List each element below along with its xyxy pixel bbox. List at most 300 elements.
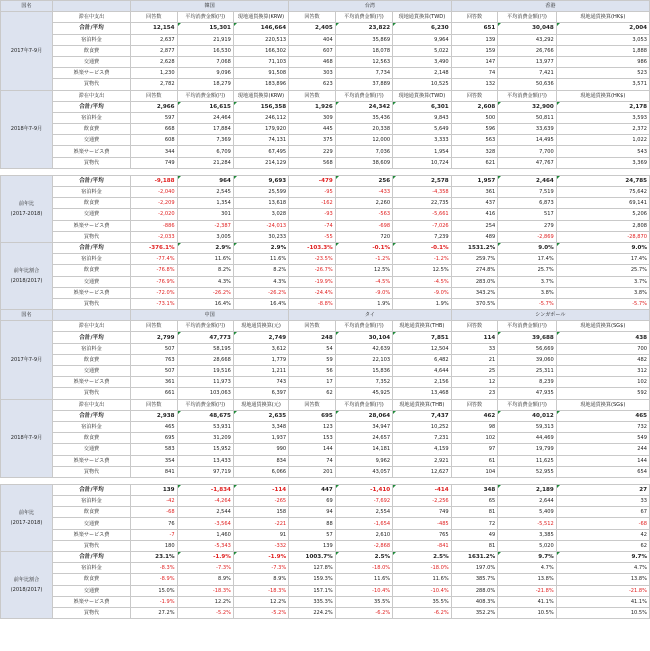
period-label: 前年比割合 (2018/2017) xyxy=(1,242,53,309)
value-cell: 2,749 xyxy=(233,332,288,343)
value-cell: 14,181 xyxy=(335,444,392,455)
value-cell: 144 xyxy=(556,455,649,466)
table-row xyxy=(1,574,650,585)
row-label: 娯楽サービス費 xyxy=(53,596,131,607)
value-cell: 50,636 xyxy=(498,79,557,90)
table-row xyxy=(1,220,650,231)
value-cell: 19,799 xyxy=(498,444,557,455)
value-cell: 16.4% xyxy=(177,298,233,309)
value-cell: 72 xyxy=(451,518,498,529)
value-cell: 28,064 xyxy=(335,410,392,421)
value-cell: 74 xyxy=(451,68,498,79)
value-cell: 274.8% xyxy=(451,265,498,276)
value-cell: -55 xyxy=(289,231,336,242)
value-cell: 2,156 xyxy=(393,377,452,388)
value-cell: 8.9% xyxy=(177,574,233,585)
value-cell: -5.7% xyxy=(556,298,649,309)
value-cell: -18.3% xyxy=(177,585,233,596)
value-cell: 24,464 xyxy=(177,112,233,123)
value-cell: -24.4% xyxy=(289,287,336,298)
value-cell: 13,618 xyxy=(233,198,288,209)
period-label: 2018年7-9月 xyxy=(1,90,53,168)
value-cell: -433 xyxy=(335,187,392,198)
value-cell: -1,654 xyxy=(335,518,392,529)
value-cell: 39,688 xyxy=(498,332,557,343)
value-cell: 2,782 xyxy=(131,79,178,90)
sub-header-local: 現地通貨換算(SG$) xyxy=(556,321,649,332)
value-cell: 33,639 xyxy=(498,124,557,135)
period-label: 前年比割合 (2018/2017) xyxy=(1,552,53,619)
table-row xyxy=(1,607,650,618)
value-cell: 15,836 xyxy=(335,366,392,377)
value-cell: 2,644 xyxy=(498,496,557,507)
value-cell: 47,935 xyxy=(498,388,557,399)
value-cell: 543 xyxy=(556,146,649,157)
value-cell: 62 xyxy=(556,540,649,551)
sub-header-avg-yen: 平均消費金額(円) xyxy=(498,399,557,410)
value-cell: 13,468 xyxy=(393,388,452,399)
total-row xyxy=(1,410,650,421)
value-cell: -93 xyxy=(289,209,336,220)
table-body xyxy=(1,1,650,619)
value-cell: 139 xyxy=(131,484,178,495)
value-cell: 303 xyxy=(289,68,336,79)
value-cell: 720 xyxy=(335,231,392,242)
value-cell: 5,206 xyxy=(556,209,649,220)
value-cell: -2,869 xyxy=(498,231,557,242)
value-cell: 30,104 xyxy=(335,332,392,343)
total-row xyxy=(1,552,650,563)
value-cell: 12.5% xyxy=(393,265,452,276)
value-cell: 447 xyxy=(289,484,336,495)
value-cell: 328 xyxy=(451,146,498,157)
value-cell: 288.0% xyxy=(451,585,498,596)
value-cell: -10.4% xyxy=(335,585,392,596)
value-cell: -95 xyxy=(289,187,336,198)
value-cell: 57 xyxy=(289,529,336,540)
value-cell: 49 xyxy=(451,529,498,540)
value-cell: 10,252 xyxy=(393,421,452,432)
value-cell: 1.9% xyxy=(335,298,392,309)
row-label: 買物代 xyxy=(53,607,131,618)
value-cell: 19,516 xyxy=(177,366,233,377)
value-cell: 8,239 xyxy=(498,377,557,388)
value-cell: 12.2% xyxy=(233,596,288,607)
value-cell: 24,785 xyxy=(556,175,649,186)
value-cell: 489 xyxy=(451,231,498,242)
value-cell: 765 xyxy=(393,529,452,540)
value-cell: 2,178 xyxy=(556,101,649,112)
value-cell: 2,877 xyxy=(131,45,178,56)
sub-header-count: 回答数 xyxy=(451,399,498,410)
value-cell: -1.2% xyxy=(335,254,392,265)
value-cell: 4,644 xyxy=(393,366,452,377)
value-cell: 71,103 xyxy=(233,56,288,67)
total-row xyxy=(1,332,650,343)
value-cell: -2,040 xyxy=(131,187,178,198)
value-cell: 214,129 xyxy=(233,157,288,168)
value-cell: 7,700 xyxy=(498,146,557,157)
value-cell: 23 xyxy=(451,388,498,399)
value-cell: 3,612 xyxy=(233,343,288,354)
sub-header-local: 現地通貨換算(KRW) xyxy=(233,12,288,23)
value-cell: 10.5% xyxy=(556,607,649,618)
value-cell: 248 xyxy=(289,332,336,343)
value-cell: 654 xyxy=(556,466,649,477)
value-cell: 17.4% xyxy=(498,254,557,265)
row-label: 買物代 xyxy=(53,79,131,90)
value-cell: 6,301 xyxy=(393,101,452,112)
value-cell: 1003.7% xyxy=(289,552,336,563)
table-row xyxy=(1,388,650,399)
value-cell: 4.7% xyxy=(556,563,649,574)
value-cell: 224.2% xyxy=(289,607,336,618)
table-row xyxy=(1,287,650,298)
period-label: 前年比 (2017-2018) xyxy=(1,175,53,242)
value-cell: 9.7% xyxy=(498,552,557,563)
table-row xyxy=(1,540,650,551)
value-cell: 16.4% xyxy=(233,298,288,309)
value-cell: 445 xyxy=(289,124,336,135)
sub-header-local: 現地通貨換算(HK$) xyxy=(556,12,649,23)
row-label: 交通費 xyxy=(53,56,131,67)
value-cell: 7,734 xyxy=(335,68,392,79)
value-cell: -18.3% xyxy=(233,585,288,596)
value-cell: 246,112 xyxy=(233,112,288,123)
value-cell: 180 xyxy=(131,540,178,551)
sub-header-count: 回答数 xyxy=(289,90,336,101)
value-cell: 35,436 xyxy=(335,112,392,123)
table-row xyxy=(1,198,650,209)
value-cell: -7.3% xyxy=(177,563,233,574)
table-row xyxy=(1,276,650,287)
value-cell: 6,873 xyxy=(498,198,557,209)
row-label: 合計/平均 xyxy=(53,101,131,112)
value-cell: 62 xyxy=(289,388,336,399)
row-label: 交通費 xyxy=(53,135,131,146)
value-cell: -221 xyxy=(233,518,288,529)
value-cell: 40,012 xyxy=(498,410,557,421)
value-cell: 3,348 xyxy=(233,421,288,432)
value-cell: 2,938 xyxy=(131,410,178,421)
value-cell: 596 xyxy=(451,124,498,135)
row-label: 買物代 xyxy=(53,231,131,242)
value-cell: 15,952 xyxy=(177,444,233,455)
sub-header-avg-yen: 平均消費金額(円) xyxy=(498,90,557,101)
row-label: 宿泊料金 xyxy=(53,496,131,507)
spacer-cell xyxy=(1,477,650,484)
value-cell: 1,460 xyxy=(177,529,233,540)
value-cell: 2.9% xyxy=(177,242,233,253)
value-cell: 732 xyxy=(556,421,649,432)
value-cell: 34,947 xyxy=(335,421,392,432)
value-cell: 25.7% xyxy=(556,265,649,276)
sub-header-avg-yen: 平均消費金額(円) xyxy=(177,90,233,101)
row-label: 買物代 xyxy=(53,298,131,309)
blank-header xyxy=(53,1,131,12)
value-cell: -103.3% xyxy=(289,242,336,253)
value-cell: 27.2% xyxy=(131,607,178,618)
value-cell: 507 xyxy=(131,366,178,377)
value-cell: 139 xyxy=(289,540,336,551)
value-cell: 13.8% xyxy=(498,574,557,585)
value-cell: 159.3% xyxy=(289,574,336,585)
row-label: 飲食費 xyxy=(53,124,131,135)
value-cell: -332 xyxy=(233,540,288,551)
value-cell: -19.9% xyxy=(289,276,336,287)
value-cell: 47,773 xyxy=(177,332,233,343)
value-cell: -1.2% xyxy=(393,254,452,265)
sub-header-row xyxy=(1,12,650,23)
value-cell: 43,057 xyxy=(335,466,392,477)
value-cell: 7,231 xyxy=(393,433,452,444)
value-cell: -7 xyxy=(131,529,178,540)
value-cell: 156,358 xyxy=(233,101,288,112)
value-cell: 27 xyxy=(556,484,649,495)
value-cell: 65 xyxy=(451,496,498,507)
value-cell: -4,358 xyxy=(393,187,452,198)
value-cell: 5,649 xyxy=(393,124,452,135)
value-cell: 695 xyxy=(131,433,178,444)
value-cell: 21,284 xyxy=(177,157,233,168)
row-label: 交通費 xyxy=(53,209,131,220)
value-cell: 61 xyxy=(451,455,498,466)
value-cell: 465 xyxy=(131,421,178,432)
value-cell: 17 xyxy=(289,377,336,388)
value-cell: -2,256 xyxy=(393,496,452,507)
stay-spend-label: 滞在中支出 xyxy=(53,90,131,101)
sub-header-row xyxy=(1,90,650,101)
row-label: 飲食費 xyxy=(53,265,131,276)
value-cell: 56,669 xyxy=(498,343,557,354)
value-cell: 30,048 xyxy=(498,23,557,34)
value-cell: 2,610 xyxy=(335,529,392,540)
value-cell: -4.5% xyxy=(335,276,392,287)
table-row xyxy=(1,187,650,198)
value-cell: -76.9% xyxy=(131,276,178,287)
sub-header-count: 回答数 xyxy=(131,399,178,410)
value-cell: 2.5% xyxy=(335,552,392,563)
table-row xyxy=(1,231,650,242)
sub-header-local: 現地通貨換算(元) xyxy=(233,321,288,332)
value-cell: 2,921 xyxy=(393,455,452,466)
table-row xyxy=(1,354,650,365)
value-cell: 279 xyxy=(498,220,557,231)
value-cell: 375 xyxy=(289,135,336,146)
row-label: 飲食費 xyxy=(53,354,131,365)
stay-spend-label: 滞在中支出 xyxy=(53,321,131,332)
value-cell: -68 xyxy=(556,518,649,529)
value-cell: -2,868 xyxy=(335,540,392,551)
value-cell: -2,033 xyxy=(131,231,178,242)
value-cell: 13,433 xyxy=(177,455,233,466)
value-cell: 6,709 xyxy=(177,146,233,157)
value-cell: 146,664 xyxy=(233,23,288,34)
value-cell: -1.9% xyxy=(131,596,178,607)
value-cell: 18,078 xyxy=(335,45,392,56)
row-label: 娯楽サービス費 xyxy=(53,455,131,466)
value-cell: 9.7% xyxy=(556,552,649,563)
sub-header-avg-yen: 平均消費金額(円) xyxy=(335,321,392,332)
table-row xyxy=(1,68,650,79)
value-cell: -24,013 xyxy=(233,220,288,231)
value-cell: 91,508 xyxy=(233,68,288,79)
value-cell: -9,188 xyxy=(131,175,178,186)
value-cell: -6.2% xyxy=(393,607,452,618)
value-cell: 743 xyxy=(233,377,288,388)
value-cell: 22,103 xyxy=(335,354,392,365)
value-cell: -698 xyxy=(335,220,392,231)
value-cell: -1,834 xyxy=(177,484,233,495)
value-cell: 88 xyxy=(289,518,336,529)
sub-header-row xyxy=(1,321,650,332)
table-row xyxy=(1,496,650,507)
value-cell: 841 xyxy=(131,466,178,477)
value-cell: -7,692 xyxy=(335,496,392,507)
sub-header-count: 回答数 xyxy=(451,321,498,332)
value-cell: 9,964 xyxy=(393,34,452,45)
sub-header-count: 回答数 xyxy=(451,90,498,101)
row-label: 宿泊料金 xyxy=(53,563,131,574)
value-cell: 132 xyxy=(451,79,498,90)
name-column-header: 国名 xyxy=(1,1,53,12)
value-cell: 3,571 xyxy=(556,79,649,90)
value-cell: 144 xyxy=(289,444,336,455)
value-cell: 2,372 xyxy=(556,124,649,135)
row-label: 娯楽サービス費 xyxy=(53,220,131,231)
value-cell: -414 xyxy=(393,484,452,495)
table-row xyxy=(1,146,650,157)
value-cell: 67 xyxy=(556,507,649,518)
value-cell: -479 xyxy=(289,175,336,186)
value-cell: 97,719 xyxy=(177,466,233,477)
value-cell: 6,066 xyxy=(233,466,288,477)
value-cell: -4,264 xyxy=(177,496,233,507)
value-cell: 15.0% xyxy=(131,585,178,596)
value-cell: 56 xyxy=(289,366,336,377)
value-cell: 1,954 xyxy=(393,146,452,157)
sub-header-local: 現地通貨換算(TWD) xyxy=(393,90,452,101)
value-cell: 9,096 xyxy=(177,68,233,79)
table-row xyxy=(1,529,650,540)
row-label: 娯楽サービス費 xyxy=(53,377,131,388)
value-cell: 7,352 xyxy=(335,377,392,388)
value-cell: 11.6% xyxy=(393,574,452,585)
value-cell: 2,966 xyxy=(131,101,178,112)
value-cell: 139 xyxy=(451,34,498,45)
value-cell: 8.2% xyxy=(177,265,233,276)
value-cell: 81 xyxy=(451,540,498,551)
value-cell: 5,409 xyxy=(498,507,557,518)
value-cell: 4.3% xyxy=(233,276,288,287)
value-cell: -3,564 xyxy=(177,518,233,529)
value-cell: 651 xyxy=(451,23,498,34)
value-cell: 834 xyxy=(233,455,288,466)
value-cell: 11.6% xyxy=(177,254,233,265)
row-label: 買物代 xyxy=(53,540,131,551)
sub-header-count: 回答数 xyxy=(289,321,336,332)
table-row xyxy=(1,45,650,56)
value-cell: 354 xyxy=(131,455,178,466)
period-label: 前年比 (2017-2018) xyxy=(1,484,53,551)
value-cell: 2,578 xyxy=(393,175,452,186)
value-cell: 25 xyxy=(451,366,498,377)
value-cell: 229 xyxy=(289,146,336,157)
value-cell: 312 xyxy=(556,366,649,377)
value-cell: 986 xyxy=(556,56,649,67)
value-cell: -376.1% xyxy=(131,242,178,253)
table-row xyxy=(1,433,650,444)
value-cell: 38,609 xyxy=(335,157,392,168)
table-row xyxy=(1,112,650,123)
value-cell: 2,637 xyxy=(131,34,178,45)
row-label: 宿泊料金 xyxy=(53,112,131,123)
table-row xyxy=(1,254,650,265)
table-row xyxy=(1,596,650,607)
value-cell: 157.1% xyxy=(289,585,336,596)
sub-header-avg-yen: 平均消費金額(円) xyxy=(177,399,233,410)
value-cell: -2,020 xyxy=(131,209,178,220)
value-cell: 462 xyxy=(451,410,498,421)
value-cell: 23,822 xyxy=(335,23,392,34)
value-cell: 361 xyxy=(451,187,498,198)
table-row xyxy=(1,298,650,309)
value-cell: 1,926 xyxy=(289,101,336,112)
sub-header-local: 現地通貨換算(元) xyxy=(233,399,288,410)
row-label: 合計/平均 xyxy=(53,552,131,563)
row-label: 飲食費 xyxy=(53,45,131,56)
value-cell: 97 xyxy=(451,444,498,455)
value-cell: 416 xyxy=(451,209,498,220)
row-label: 合計/平均 xyxy=(53,484,131,495)
value-cell: 50,811 xyxy=(498,112,557,123)
country-header-row xyxy=(1,310,650,321)
value-cell: 158 xyxy=(233,507,288,518)
value-cell: 2,260 xyxy=(335,198,392,209)
value-cell: 3.8% xyxy=(556,287,649,298)
value-cell: 5,022 xyxy=(393,45,452,56)
value-cell: 4.3% xyxy=(177,276,233,287)
value-cell: 43,292 xyxy=(498,34,557,45)
value-cell: 103,063 xyxy=(177,388,233,399)
value-cell: 2,799 xyxy=(131,332,178,343)
value-cell: 7,519 xyxy=(498,187,557,198)
value-cell: 2,004 xyxy=(556,23,649,34)
table-row xyxy=(1,421,650,432)
value-cell: 8.2% xyxy=(233,265,288,276)
sub-header-avg-yen: 平均消費金額(円) xyxy=(177,321,233,332)
sub-header-avg-yen: 平均消費金額(円) xyxy=(335,90,392,101)
value-cell: 1,888 xyxy=(556,45,649,56)
value-cell: 1531.2% xyxy=(451,242,498,253)
value-cell: 385.7% xyxy=(451,574,498,585)
value-cell: 10,525 xyxy=(393,79,452,90)
value-cell: 13,977 xyxy=(498,56,557,67)
value-cell: -886 xyxy=(131,220,178,231)
value-cell: 7,239 xyxy=(393,231,452,242)
value-cell: 104 xyxy=(451,466,498,477)
row-label: 交通費 xyxy=(53,444,131,455)
table-row xyxy=(1,518,650,529)
value-cell: 69,141 xyxy=(556,198,649,209)
value-cell: 12,627 xyxy=(393,466,452,477)
value-cell: 16,530 xyxy=(177,45,233,56)
table-row xyxy=(1,124,650,135)
table-row xyxy=(1,79,650,90)
value-cell: 2.9% xyxy=(233,242,288,253)
value-cell: 695 xyxy=(289,410,336,421)
table-row xyxy=(1,366,650,377)
